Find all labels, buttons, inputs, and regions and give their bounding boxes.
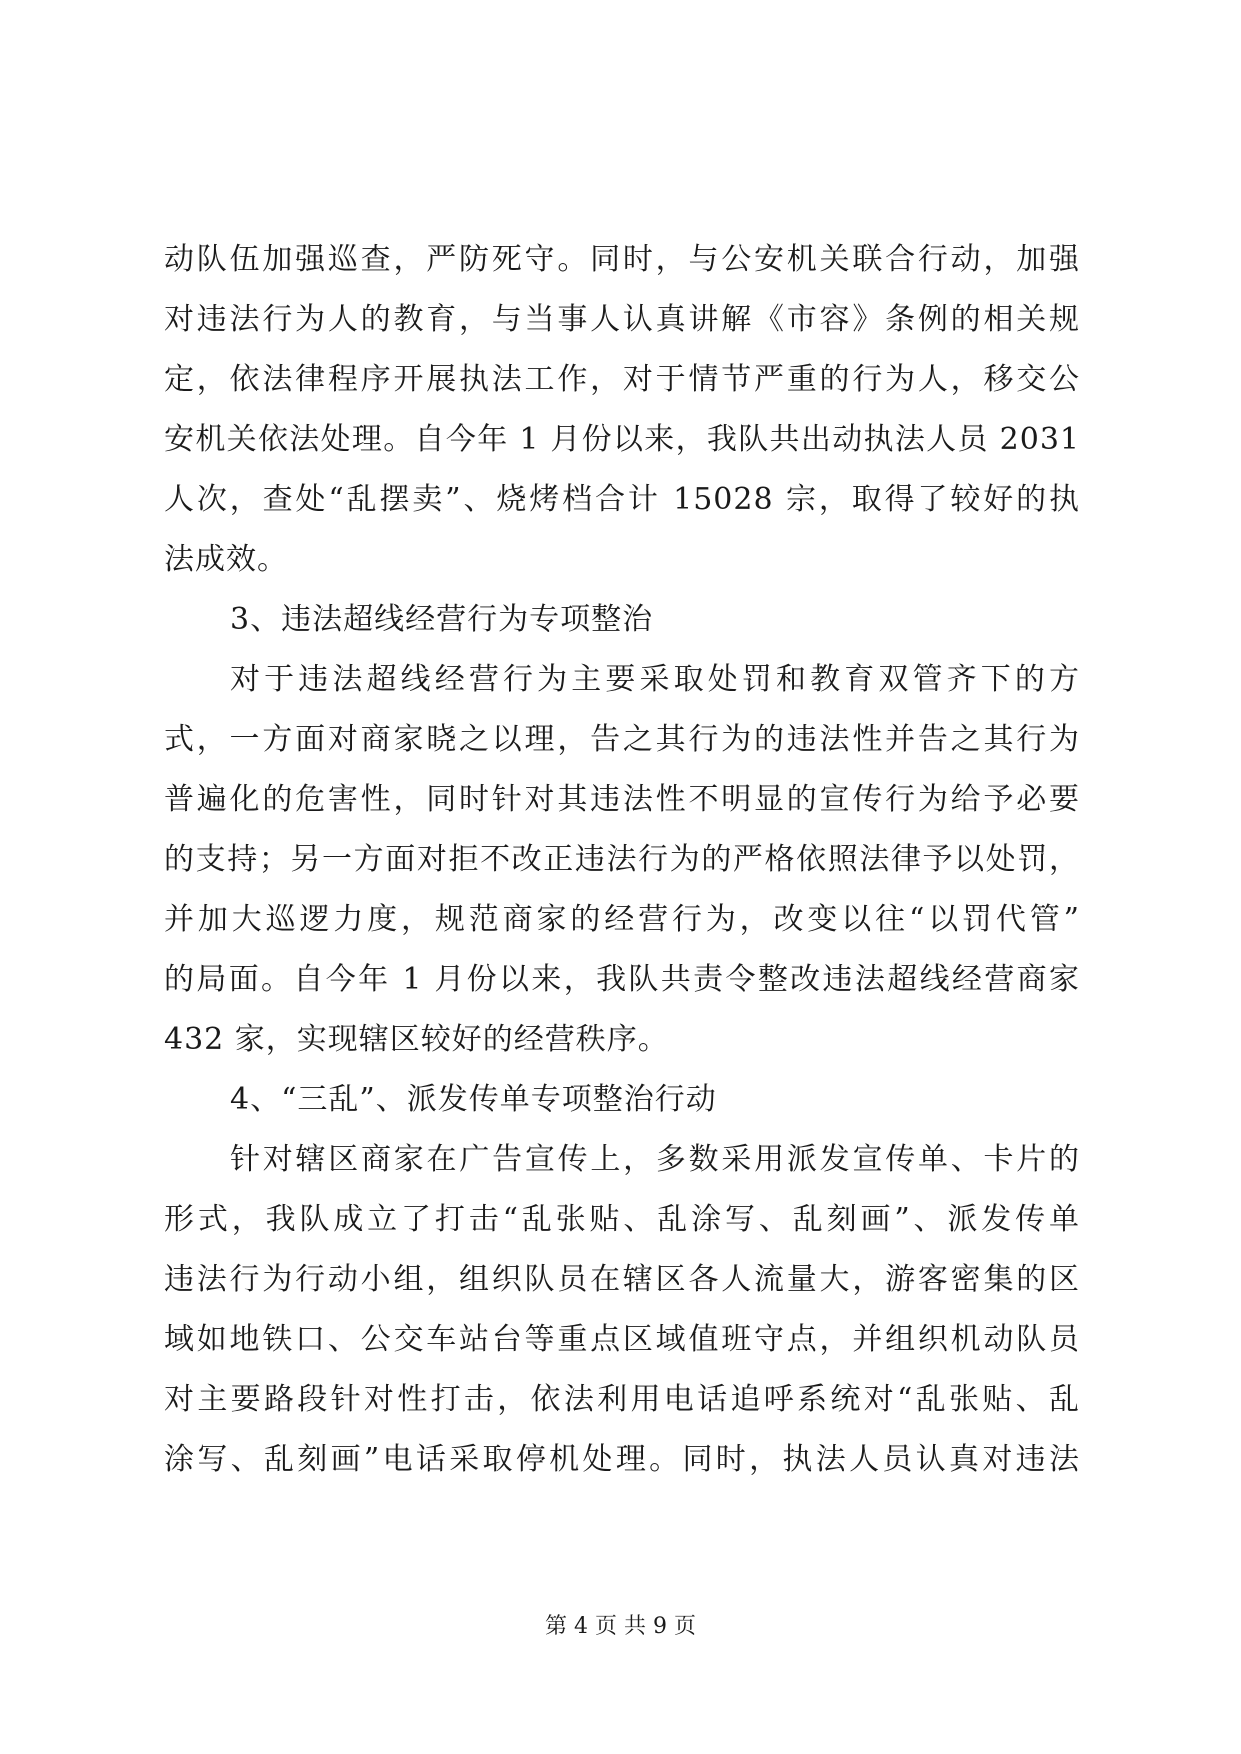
body-line: 对于违法超线经营行为主要采取处罚和教育双管齐下的方 [230,662,1080,697]
body-line: 人次，查处“乱摆卖”、烧烤档合计 15028 宗，取得了较好的执 [164,482,1080,517]
body-line: 对主要路段针对性打击，依法利用电话追呼系统对“乱张贴、乱 [164,1382,1080,1417]
body-line: 普遍化的危害性，同时针对其违法性不明显的宣传行为给予必要 [164,782,1080,817]
body-line: 并加大巡逻力度，规范商家的经营行为，改变以往“以罚代管” [164,902,1080,937]
section-heading: 3、违法超线经营行为专项整治 [230,602,654,637]
body-line: 动队伍加强巡查，严防死守。同时，与公安机关联合行动，加强 [164,242,1080,277]
body-line: 式，一方面对商家晓之以理，告之其行为的违法性并告之其行为 [164,722,1080,757]
section-heading: 4、“三乱”、派发传单专项整治行动 [230,1082,717,1117]
body-line: 形式，我队成立了打击“乱张贴、乱涂写、乱刻画”、派发传单 [164,1202,1080,1237]
body-line: 针对辖区商家在广告宣传上，多数采用派发宣传单、卡片的 [230,1142,1080,1177]
body-line: 432 家，实现辖区较好的经营秩序。 [164,1022,669,1057]
body-line: 对违法行为人的教育，与当事人认真讲解《市容》条例的相关规 [164,302,1080,337]
page-footer: 第 4 页 共 9 页 [545,1614,696,1639]
body-line: 域如地铁口、公交车站台等重点区域值班守点，并组织机动队员 [164,1322,1080,1357]
body-line: 的局面。自今年 1 月份以来，我队共责令整改违法超线经营商家 [164,962,1080,997]
body-line: 违法行为行动小组，组织队员在辖区各人流量大，游客密集的区 [164,1262,1080,1297]
body-line: 法成效。 [164,542,288,577]
body-line: 定，依法律程序开展执法工作，对于情节严重的行为人，移交公 [164,362,1080,397]
document-body [164,230,1080,1490]
body-line: 安机关依法处理。自今年 1 月份以来，我队共出动执法人员 2031 [164,422,1080,457]
body-line: 涂写、乱刻画”电话采取停机处理。同时，执法人员认真对违法 [164,1442,1080,1477]
body-line: 的支持；另一方面对拒不改正违法行为的严格依照法律予以处罚， [164,842,1080,877]
